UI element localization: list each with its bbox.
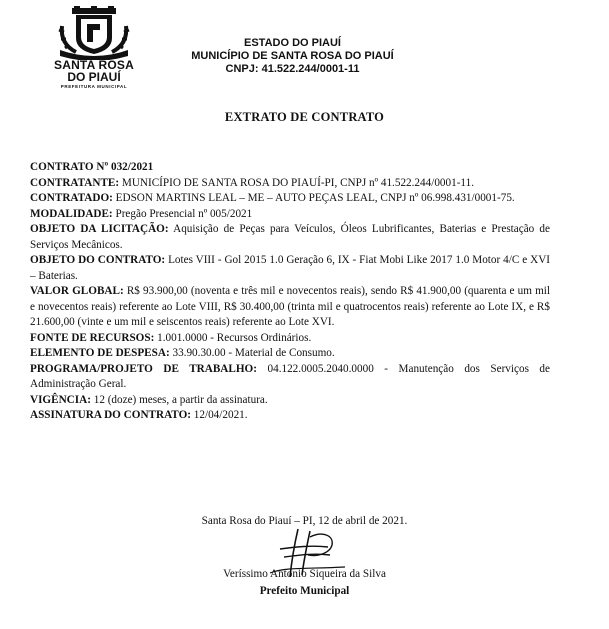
fonte-recursos-paragraph (30, 331, 550, 347)
contratante-value: MUNICÍPIO DE SANTA ROSA DO PIAUÍ-PI, CNPJ nº 41.522.244/0001-11. (121, 176, 474, 189)
logo-text-line3: PREFEITURA MUNICIPAL (60, 84, 128, 89)
municipal-logo (40, 6, 148, 90)
logo-text-line1: SANTA ROSA (54, 58, 134, 72)
elemento-despesa-label: ELEMENTO DE DESPESA: (30, 347, 170, 359)
contratado-value: EDSON MARTINS LEAL – ME – AUTO PEÇAS LEAL, CNPJ nº 06.998.431/0001-75. (115, 192, 515, 204)
contract-number: CONTRATO Nº 032/2021 (30, 161, 154, 173)
assinatura-label: ASSINATURA DO CONTRATO: (30, 409, 191, 421)
coat-of-arms-icon (54, 6, 134, 60)
assinatura-value: 12/04/2021. (193, 409, 248, 421)
vigencia-paragraph (30, 393, 550, 409)
modalidade-label: MODALIDADE: (30, 207, 113, 220)
contratante-paragraph (30, 176, 550, 192)
modalidade-paragraph (30, 207, 550, 223)
objeto-licitacao-label: OBJETO DA LICITAÇÃO: (30, 223, 169, 235)
objeto-contrato-paragraph (30, 253, 550, 284)
objeto-contrato-label: OBJETO DO CONTRATO: (30, 254, 166, 266)
fonte-recursos-label: FONTE DE RECURSOS: (30, 331, 155, 344)
objeto-licitacao-value: Aquisição de Peças para Veículos, Óleos Lubrificantes, Baterias e Prestação de Serviços Mecânicos. (30, 223, 550, 251)
modalidade-value: Pregão Presencial nº 005/2021 (115, 207, 253, 220)
logo-text-line2: DO PIAUÍ (67, 70, 121, 84)
valor-global-value: R$ 93.900,00 (noventa e três mil e novecentos reais), sendo R$ 41.900,00 (quarenta e um mil e novecentos reais) referente ao Lote VIII, R$ 30.400,00 (trinta mil e quatrocentos reais) referente ao Lote IX, e R$ 21.600,00 (vinte e um mil e seiscentos reais) referente ao Lote XVI. (30, 285, 550, 328)
valor-global-paragraph (30, 284, 550, 331)
assinatura-paragraph (30, 408, 550, 424)
contract-body (30, 160, 550, 424)
programa-value: 04.122.0005.2040.0000 - Manutenção dos Serviços de Administração Geral. (30, 362, 550, 390)
signer-role: Prefeito Municipal (259, 585, 350, 597)
place-and-date: Santa Rosa do Piauí – PI, 12 de abril de 2021. (201, 515, 408, 527)
vigencia-label: VIGÊNCIA: (30, 393, 91, 406)
contratante-label: CONTRATANTE: (30, 176, 120, 189)
objeto-licitacao-paragraph (30, 222, 550, 253)
document-title: EXTRATO DE CONTRATO (224, 110, 385, 124)
objeto-contrato-value: Lotes VIII - Gol 2015 1.0 Geração 6, IX - Fiat Mobi Like 2017 1.0 Motor 4/C e XVI – Baterias. (30, 254, 550, 282)
header-state: ESTADO DO PIAUÍ (244, 37, 341, 49)
elemento-despesa-value: 33.90.30.00 - Material de Consumo. (172, 347, 335, 359)
programa-label: PROGRAMA/PROJETO DE TRABALHO: (30, 362, 257, 375)
contratado-label: CONTRATADO: (30, 192, 113, 204)
contratado-paragraph (30, 191, 550, 207)
vigencia-value: 12 (doze) meses, a partir da assinatura. (93, 393, 268, 406)
signer-name: Veríssimo Antonio Siqueira da Silva (223, 568, 386, 580)
programa-paragraph (30, 362, 550, 393)
header-cnpj: CNPJ: 41.522.244/0001-11 (225, 63, 360, 75)
header-municipality: MUNICÍPIO DE SANTA ROSA DO PIAUÍ (191, 50, 394, 62)
elemento-despesa-paragraph (30, 346, 550, 362)
valor-global-label: VALOR GLOBAL: (30, 285, 124, 297)
fonte-recursos-value: 1.001.0000 - Recursos Ordinários. (157, 331, 312, 344)
